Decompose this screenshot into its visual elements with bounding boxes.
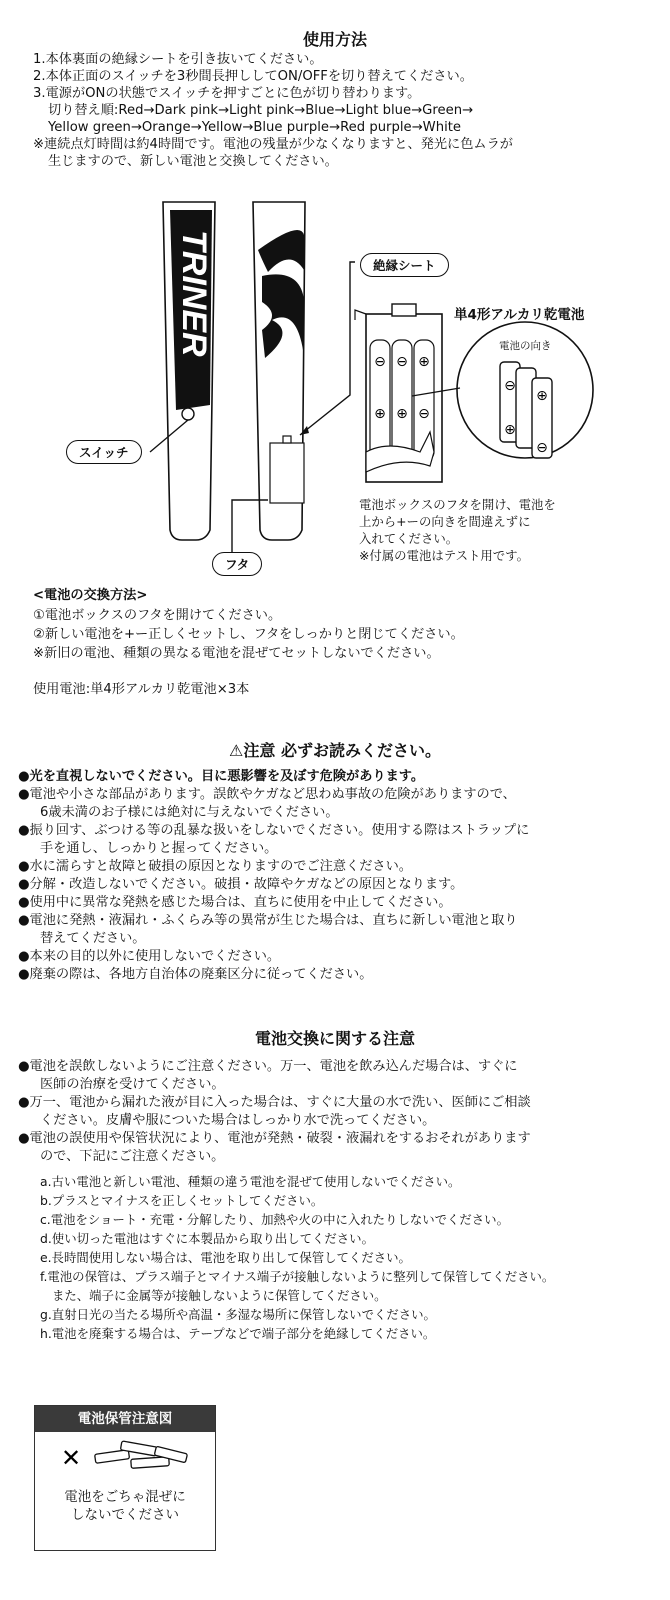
caution-line-6: ●水に濡らすと故障と破損の原因となりますのでご注意ください。 [18, 859, 412, 874]
mixed-batteries-icon [95, 1441, 188, 1468]
warning-icon: ⚠ [229, 741, 244, 760]
battery-caution-line-3: ●万一、電池から漏れた液が目に入った場合は、すぐに大量の水で洗い、医師にご相談 [18, 1095, 531, 1110]
logo-text: TRINER [175, 230, 213, 357]
usage-title: 使用方法 [302, 30, 367, 49]
battery-caution-item-h: h.電池を廃棄する場合は、テープなどで端子部分を絶縁してください。 [40, 1326, 436, 1341]
cross-icon: ✕ [61, 1444, 82, 1472]
usage-line-3: 3.電源がONの状態でスイッチを押すごとに色が切り替わります。 [33, 86, 421, 101]
lid-callout: フタ [212, 552, 262, 576]
caution-line-8: ●使用中に異常な発熱を感じた場合は、直ちに使用を中止してください。 [18, 895, 452, 910]
caution-line-9: ●電池に発熱・液漏れ・ふくらみ等の異常が生じた場合は、直ちに新しい電池と取り [18, 913, 518, 928]
usage-line-7: 生じますので、新しい電池と交換してください。 [48, 154, 338, 169]
battery-use: 使用電池:単4形アルカリ乾電池×3本 [33, 682, 250, 697]
storage-warning-line-1: 電池をごちゃ混ぜに [64, 1489, 186, 1505]
svg-text:⊕: ⊕ [396, 406, 408, 422]
battery-caution-line-6: ので、下記にご注意ください。 [40, 1149, 225, 1164]
usage-line-1: 1.本体裏面の絶縁シートを引き抜いてください。 [33, 52, 323, 67]
caution-line-1: ●光を直視しないでください。目に悪影響を及ぼす危険があります。 [18, 769, 425, 784]
light-stick-front [163, 202, 215, 540]
usage-line-2: 2.本体正面のスイッチを3秒間長押ししてON/OFFを切り替えてください。 [33, 69, 473, 84]
battery-caution-item-c: c.電池をショート・充電・分解したり、加熱や火の中に入れたりしないでください。 [40, 1212, 509, 1227]
battery-caution-item-f: f.電池の保管は、プラス端子とマイナス端子が接触しないように整列して保管してください。 [40, 1269, 555, 1284]
battery-caution-line-5: ●電池の誤使用や保管状況により、電池が発熱・破裂・液漏れをするおそれがあります [18, 1131, 531, 1146]
figure-caption-4: ※付属の電池はテスト用です。 [359, 548, 529, 563]
figure-caption-2: 上から+ーの向きを間違えずに [359, 514, 531, 529]
storage-warning-line-2: しないでください [71, 1507, 179, 1523]
caution-line-3: 6歳未満のお子様には絶対に与えないでください。 [40, 805, 339, 820]
svg-text:⊕: ⊕ [418, 354, 430, 370]
replace-line-1: ①電池ボックスのフタを開けてください。 [33, 608, 282, 623]
battery-caution-line-2: 医師の治療を受けてください。 [40, 1077, 225, 1092]
usage-line-6: ※連続点灯時間は約4時間です。電池の残量が少なくなりますと、発光に色ムラが [33, 137, 513, 152]
svg-text:⊕: ⊕ [504, 422, 516, 438]
battery-caution-item-f2: また、端子に金属等が接触しないように保管してください。 [52, 1288, 387, 1303]
svg-text:⊖: ⊖ [504, 378, 516, 394]
switch-button[interactable] [182, 408, 194, 420]
caution-line-11: ●本来の目的以外に使用しないでください。 [18, 949, 281, 964]
caution-line-4: ●振り回す、ぶつける等の乱暴な扱いをしないでください。使用する際はストラップに [18, 823, 530, 838]
orientation-label: 電池の向き [499, 340, 552, 352]
storage-warning-title: 電池保管注意図 [35, 1406, 215, 1432]
light-stick-back [253, 202, 305, 540]
svg-text:⊕: ⊕ [536, 388, 548, 404]
battery-caution-line-1: ●電池を誤飲しないようにご注意ください。万一、電池を飲み込んだ場合は、すぐに [18, 1059, 518, 1074]
svg-text:⊖: ⊖ [536, 440, 548, 456]
usage-line-4: 切り替え順:Red→Dark pink→Light pink→Blue→Light blue→Green→ [48, 103, 474, 118]
battery-type-title: 単4形アルカリ乾電池 [454, 307, 585, 323]
figure-caption-3: 入れてください。 [359, 531, 459, 546]
insulation-sheet-callout: 絶縁シート [360, 253, 449, 277]
battery-lid[interactable] [270, 443, 304, 503]
svg-text:⊖: ⊖ [396, 354, 408, 370]
replace-line-3: ※新旧の電池、種類の異なる電池を混ぜてセットしないでください。 [33, 646, 440, 661]
product-figure [0, 190, 670, 590]
storage-warning-box [34, 1405, 216, 1551]
storage-illustration [35, 1432, 215, 1484]
replace-line-2: ②新しい電池を+ー正しくセットし、フタをしっかりと閉じてください。 [33, 627, 464, 642]
battery-caution-title: 電池交換に関する注意 [254, 1029, 415, 1048]
caution-title: 注意 必ずお読みください。 [243, 741, 441, 760]
caution-header [0, 738, 670, 761]
switch-callout: スイッチ [66, 440, 142, 464]
svg-text:⊖: ⊖ [374, 354, 386, 370]
svg-text:⊖: ⊖ [418, 406, 430, 422]
caution-line-2: ●電池や小さな部品があります。誤飲やケガなど思わぬ事故の危険がありますので、 [18, 787, 516, 802]
battery-caution-item-e: e.長時間使用しない場合は、電池を取り出して保管してください。 [40, 1250, 411, 1265]
figure-caption-1: 電池ボックスのフタを開け、電池を [359, 497, 556, 512]
battery-caution-line-4: ください。皮膚や服についた場合はしっかり水で洗ってください。 [40, 1113, 436, 1128]
battery-caution-item-b: b.プラスとマイナスを正しくセットしてください。 [40, 1193, 324, 1208]
caution-line-12: ●廃棄の際は、各地方自治体の廃棄区分に従ってください。 [18, 967, 373, 982]
battery-caution-item-d: d.使い切った電池はすぐに本製品から取り出してください。 [40, 1231, 374, 1246]
caution-line-5: 手を通し、しっかりと握ってください。 [40, 841, 278, 856]
svg-text:⊕: ⊕ [374, 406, 386, 422]
caution-line-10: 替えてください。 [40, 931, 146, 946]
usage-line-5: Yellow green→Orange→Yellow→Blue purple→Red purple→White [48, 120, 462, 135]
replace-title: <電池の交換方法> [33, 588, 148, 603]
battery-caution-item-g: g.直射日光の当たる場所や高温・多湿な場所に保管しないでください。 [40, 1307, 436, 1322]
caution-line-7: ●分解・改造しないでください。破損・故障やケガなどの原因となります。 [18, 877, 464, 892]
battery-caution-item-a: a.古い電池と新しい電池、種類の違う電池を混ぜて使用しないでください。 [40, 1174, 461, 1189]
